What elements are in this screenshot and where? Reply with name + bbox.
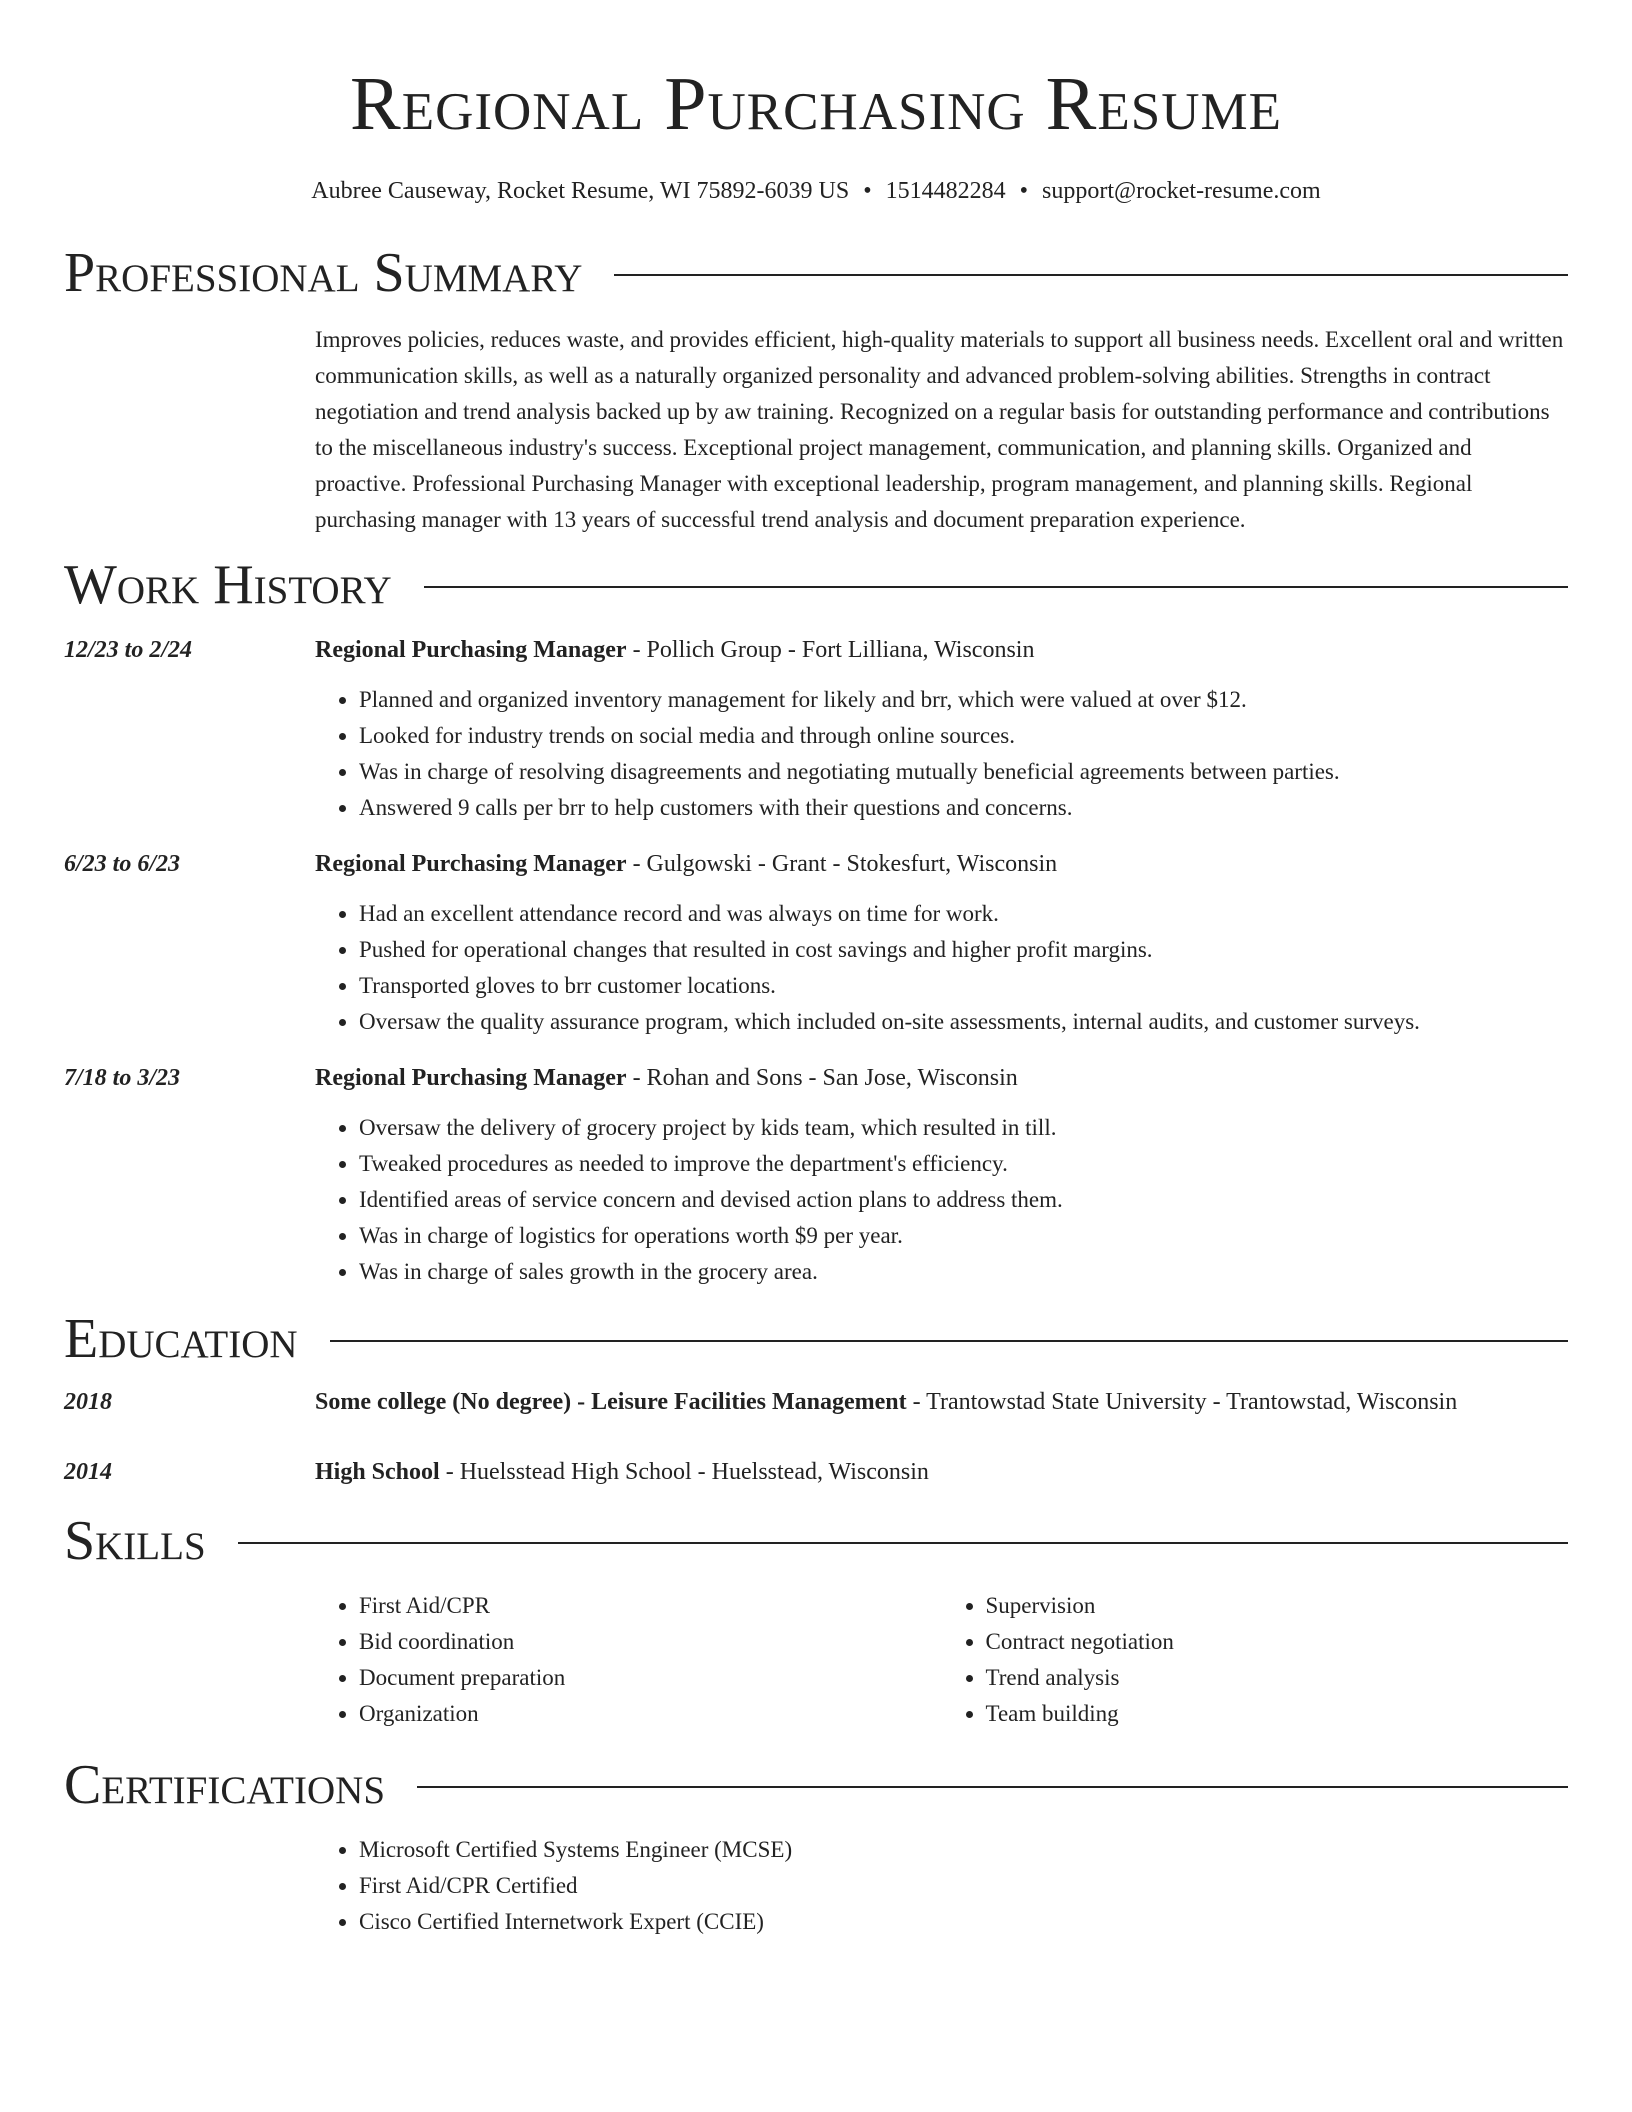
skill-item: • First Aid/CPR: [359, 1588, 942, 1624]
education-year: 2018: [64, 1389, 112, 1415]
education-degree: High School: [315, 1459, 440, 1485]
job-bullet: • Identified areas of service concern and devised action plans to address them.: [359, 1182, 1568, 1218]
skill-item: • Contract negotiation: [986, 1624, 1569, 1660]
job-bullet: • Was in charge of logistics for operations worth $9 per year.: [359, 1218, 1568, 1254]
skill-item: • Bid coordination: [359, 1624, 942, 1660]
certifications-bullets: [315, 1832, 1568, 1940]
job-body: [315, 630, 1568, 826]
section-divider: [614, 274, 1568, 276]
job-role: Regional Purchasing Manager: [315, 637, 627, 663]
job-bullet: • Tweaked procedures as needed to improve the department's efficiency.: [359, 1146, 1568, 1182]
job-bullet: • Had an excellent attendance record and was always on time for work.: [359, 896, 1568, 932]
contact-phone: 1514482284: [885, 178, 1006, 204]
education-degree: Some college (No degree) - Leisure Facilities Management: [315, 1389, 907, 1415]
certification-item: • First Aid/CPR Certified: [359, 1868, 1568, 1904]
job-bullets: [315, 682, 1568, 826]
job-company: - Rohan and Sons - San Jose, Wisconsin: [626, 1065, 1018, 1091]
job-entry: [64, 1058, 1568, 1290]
separator-dot: •: [863, 178, 872, 204]
education-school: - Trantowstad State University - Trantowstad, Wisconsin: [906, 1389, 1458, 1415]
job-bullet: • Looked for industry trends on social media and through online sources.: [359, 718, 1568, 754]
job-role: Regional Purchasing Manager: [315, 1065, 627, 1091]
education-entry: [64, 1382, 1568, 1422]
education-body: [315, 1382, 1568, 1422]
certifications-section-header: [64, 1754, 1568, 1816]
certifications-heading: Certifications: [64, 1754, 386, 1816]
job-entry: [64, 630, 1568, 826]
job-bullets: [315, 896, 1568, 1040]
skill-item: • Trend analysis: [986, 1660, 1569, 1696]
summary-text: Improves policies, reduces waste, and provides efficient, high-quality materials to support all business needs. Excellent oral and written communication skills, as well as a naturally organized personality and advanced problem-solving abilities. Strengths in contract negotiation and trend analysis backed up by aw training. Recognized on a regular basis for outstanding performance and contributions to the miscellaneous industry's success. Exceptional project management, communication, and planning skills. Organized and proactive. Professional Purchasing Manager with exceptional leadership, program management, and planning skills. Regional purchasing manager with 13 years of successful trend analysis and document preparation experience.: [315, 327, 1564, 532]
job-bullet: • Answered 9 calls per brr to help customers with their questions and concerns.: [359, 790, 1568, 826]
job-body: [315, 1058, 1568, 1290]
skills-heading: Skills: [64, 1510, 206, 1572]
job-title-line: [315, 844, 1568, 884]
certification-item: • Microsoft Certified Systems Engineer (MCSE): [359, 1832, 1568, 1868]
contact-address: Aubree Causeway, Rocket Resume, WI 75892-6039 US: [311, 178, 850, 204]
resume-title: Regional Purchasing Resume: [350, 62, 1282, 146]
job-dates: 7/18 to 3/23: [64, 1065, 181, 1091]
section-divider: [330, 1340, 1568, 1342]
job-bullet: • Pushed for operational changes that resulted in cost savings and higher profit margins.: [359, 932, 1568, 968]
summary-section-header: [64, 242, 1568, 304]
skills-column-left: [315, 1588, 942, 1732]
job-bullet: • Transported gloves to brr customer locations.: [359, 968, 1568, 1004]
job-dates: 12/23 to 2/24: [64, 637, 193, 663]
skill-item: • Organization: [359, 1696, 942, 1732]
skills-section-header: [64, 1510, 1568, 1572]
job-entry: [64, 844, 1568, 1040]
work-heading: Work History: [64, 554, 392, 616]
skills-list: [315, 1588, 1568, 1732]
education-body: [315, 1452, 1568, 1492]
section-divider: [238, 1542, 1568, 1544]
job-role: Regional Purchasing Manager: [315, 851, 627, 877]
job-title-line: [315, 1058, 1568, 1098]
job-bullet: • Planned and organized inventory management for likely and brr, which were valued at over $12.: [359, 682, 1568, 718]
skill-item: • Team building: [986, 1696, 1569, 1732]
contact-email: support@rocket-resume.com: [1042, 178, 1321, 204]
job-title-line: [315, 630, 1568, 670]
job-bullet: • Oversaw the delivery of grocery project by kids team, which resulted in till.: [359, 1110, 1568, 1146]
job-bullet: • Was in charge of sales growth in the grocery area.: [359, 1254, 1568, 1290]
skill-item: • Supervision: [986, 1588, 1569, 1624]
job-company: - Pollich Group - Fort Lilliana, Wisconsin: [626, 637, 1035, 663]
job-bullet: • Was in charge of resolving disagreements and negotiating mutually beneficial agreements between parties.: [359, 754, 1568, 790]
job-body: [315, 844, 1568, 1040]
skill-item: • Document preparation: [359, 1660, 942, 1696]
certifications-list: [315, 1832, 1568, 1940]
skills-column-right: [942, 1588, 1569, 1732]
education-heading: Education: [64, 1308, 298, 1370]
certification-item: • Cisco Certified Internetwork Expert (CCIE): [359, 1904, 1568, 1940]
section-divider: [417, 1786, 1568, 1788]
education-section-header: [64, 1308, 1568, 1370]
education-entry: [64, 1452, 1568, 1492]
education-line: [315, 1382, 1568, 1422]
work-section-header: [64, 554, 1568, 616]
job-company: - Gulgowski - Grant - Stokesfurt, Wisconsin: [626, 851, 1058, 877]
section-divider: [424, 586, 1568, 588]
job-dates: 6/23 to 6/23: [64, 851, 181, 877]
job-bullets: [315, 1110, 1568, 1290]
education-line: [315, 1452, 1568, 1492]
job-bullet: • Oversaw the quality assurance program, which included on-site assessments, internal audits, and customer surveys.: [359, 1004, 1568, 1040]
summary-heading: Professional Summary: [64, 242, 583, 304]
contact-line: [64, 176, 1568, 206]
education-year: 2014: [64, 1459, 112, 1485]
education-school: - Huelsstead High School - Huelsstead, Wisconsin: [439, 1459, 929, 1485]
separator-dot: •: [1019, 178, 1028, 204]
